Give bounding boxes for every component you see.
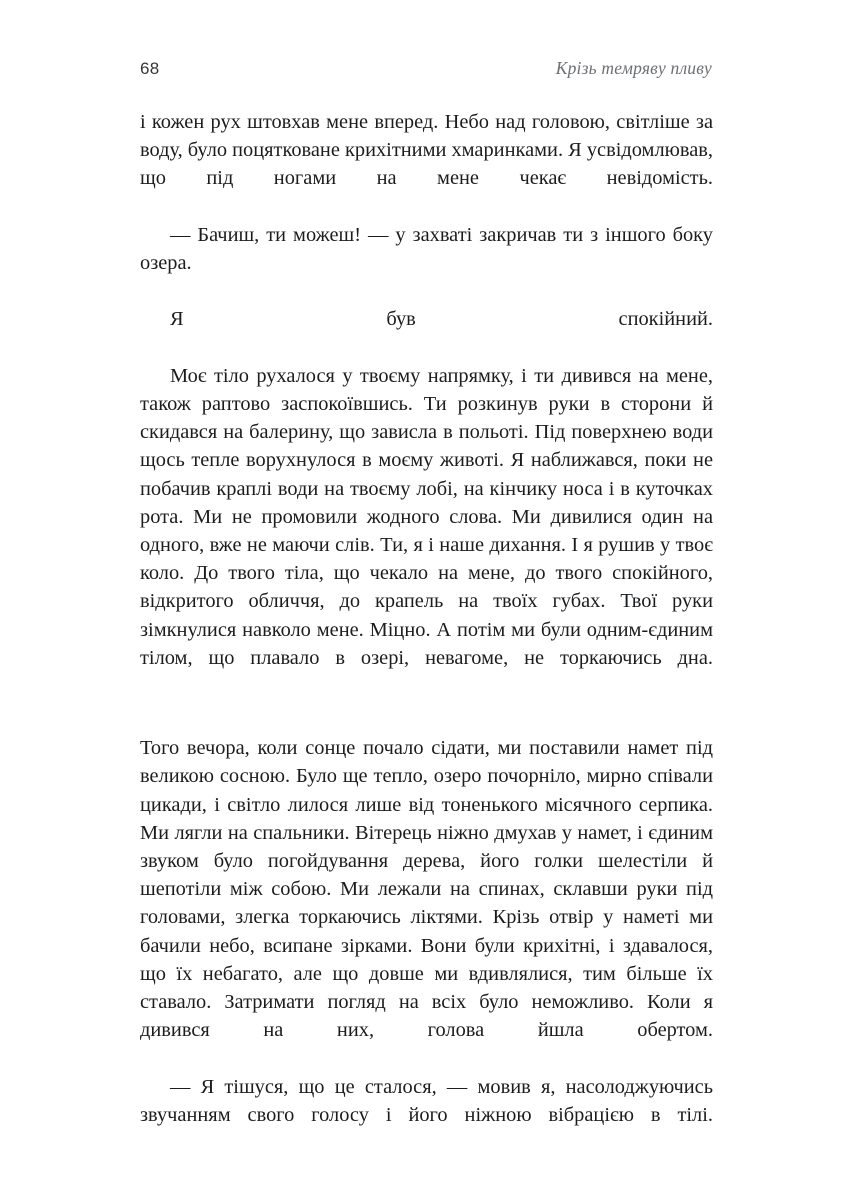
paragraph: Я був спокійний. xyxy=(170,308,713,331)
running-head-title: Крізь темряву пливу xyxy=(555,58,712,78)
paragraph-dialogue: — Бачиш, ти можеш! — у захваті закричав ти з іншого боку озера. xyxy=(140,223,713,275)
page-number: 68 xyxy=(140,59,160,78)
paragraph: Того вечора, коли сонце почало сідати, ми поставили намет під великою сосною. Було ще тепло, озеро почорніло, мирно співали цикади, і світло лилося лише від тоненького місячного серпика. Ми лягли на спальники. Вітерець ніжно дмухав у намет, і єдиним звуком було погойдування дерева, його голки шелестіли й шепотіли між собою. Ми лежали на спинах, склавши руки під головами, злегка торкаючись ліктями. Крізь отвір у наметі ми бачили небо, всипане зірками. Вони були крихітні, і здавалося, що їх небагато, але що довше ми вдивлялися, тим більше їх ставало. Затримати погляд на всіх було неможливо. Коли я дивився на них, голова йшла обертом. xyxy=(140,737,713,1042)
scene-break xyxy=(140,700,713,734)
body-text xyxy=(140,108,713,1157)
paragraph-dialogue: — Я тішуся, що це сталося, — мовив я, насолоджуючись звучанням свого голосу і його ніжною вібрацією в тілі. xyxy=(140,1075,713,1126)
paragraph: і кожен рух штовхав мене вперед. Небо над головою, світліше за воду, було поцятковане крихітними хмаринками. Я усвідомлював, що під ногами на мене чекає невідомість. xyxy=(140,111,713,190)
running-head xyxy=(140,60,712,86)
paragraph: Моє тіло рухалося у твоєму напрямку, і ти дивився на мене, також раптово заспокоївшись. Ти розкинув руки в сторони й скидався на балерину, що зависла в польоті. Під поверхнею води щось тепле ворухнулося в моєму животі. Я наближався, поки не побачив краплі води на твоєму лобі, на кінчику носа і в куточках рота. Ми не промовили жодного слова. Ми дивилися один на одного, вже не маючи слів. Ти, я і наше дихання. І я рушив у твоє коло. До твого тіла, що чекало на мене, до твого спокійного, відкритого обличчя, до крапель на твоїх губах. Твої руки зімкнулися навколо мене. Міцно. А потім ми були одним-єдиним тілом, що плавало в озері, невагоме, не торкаючись дна. xyxy=(140,364,713,669)
